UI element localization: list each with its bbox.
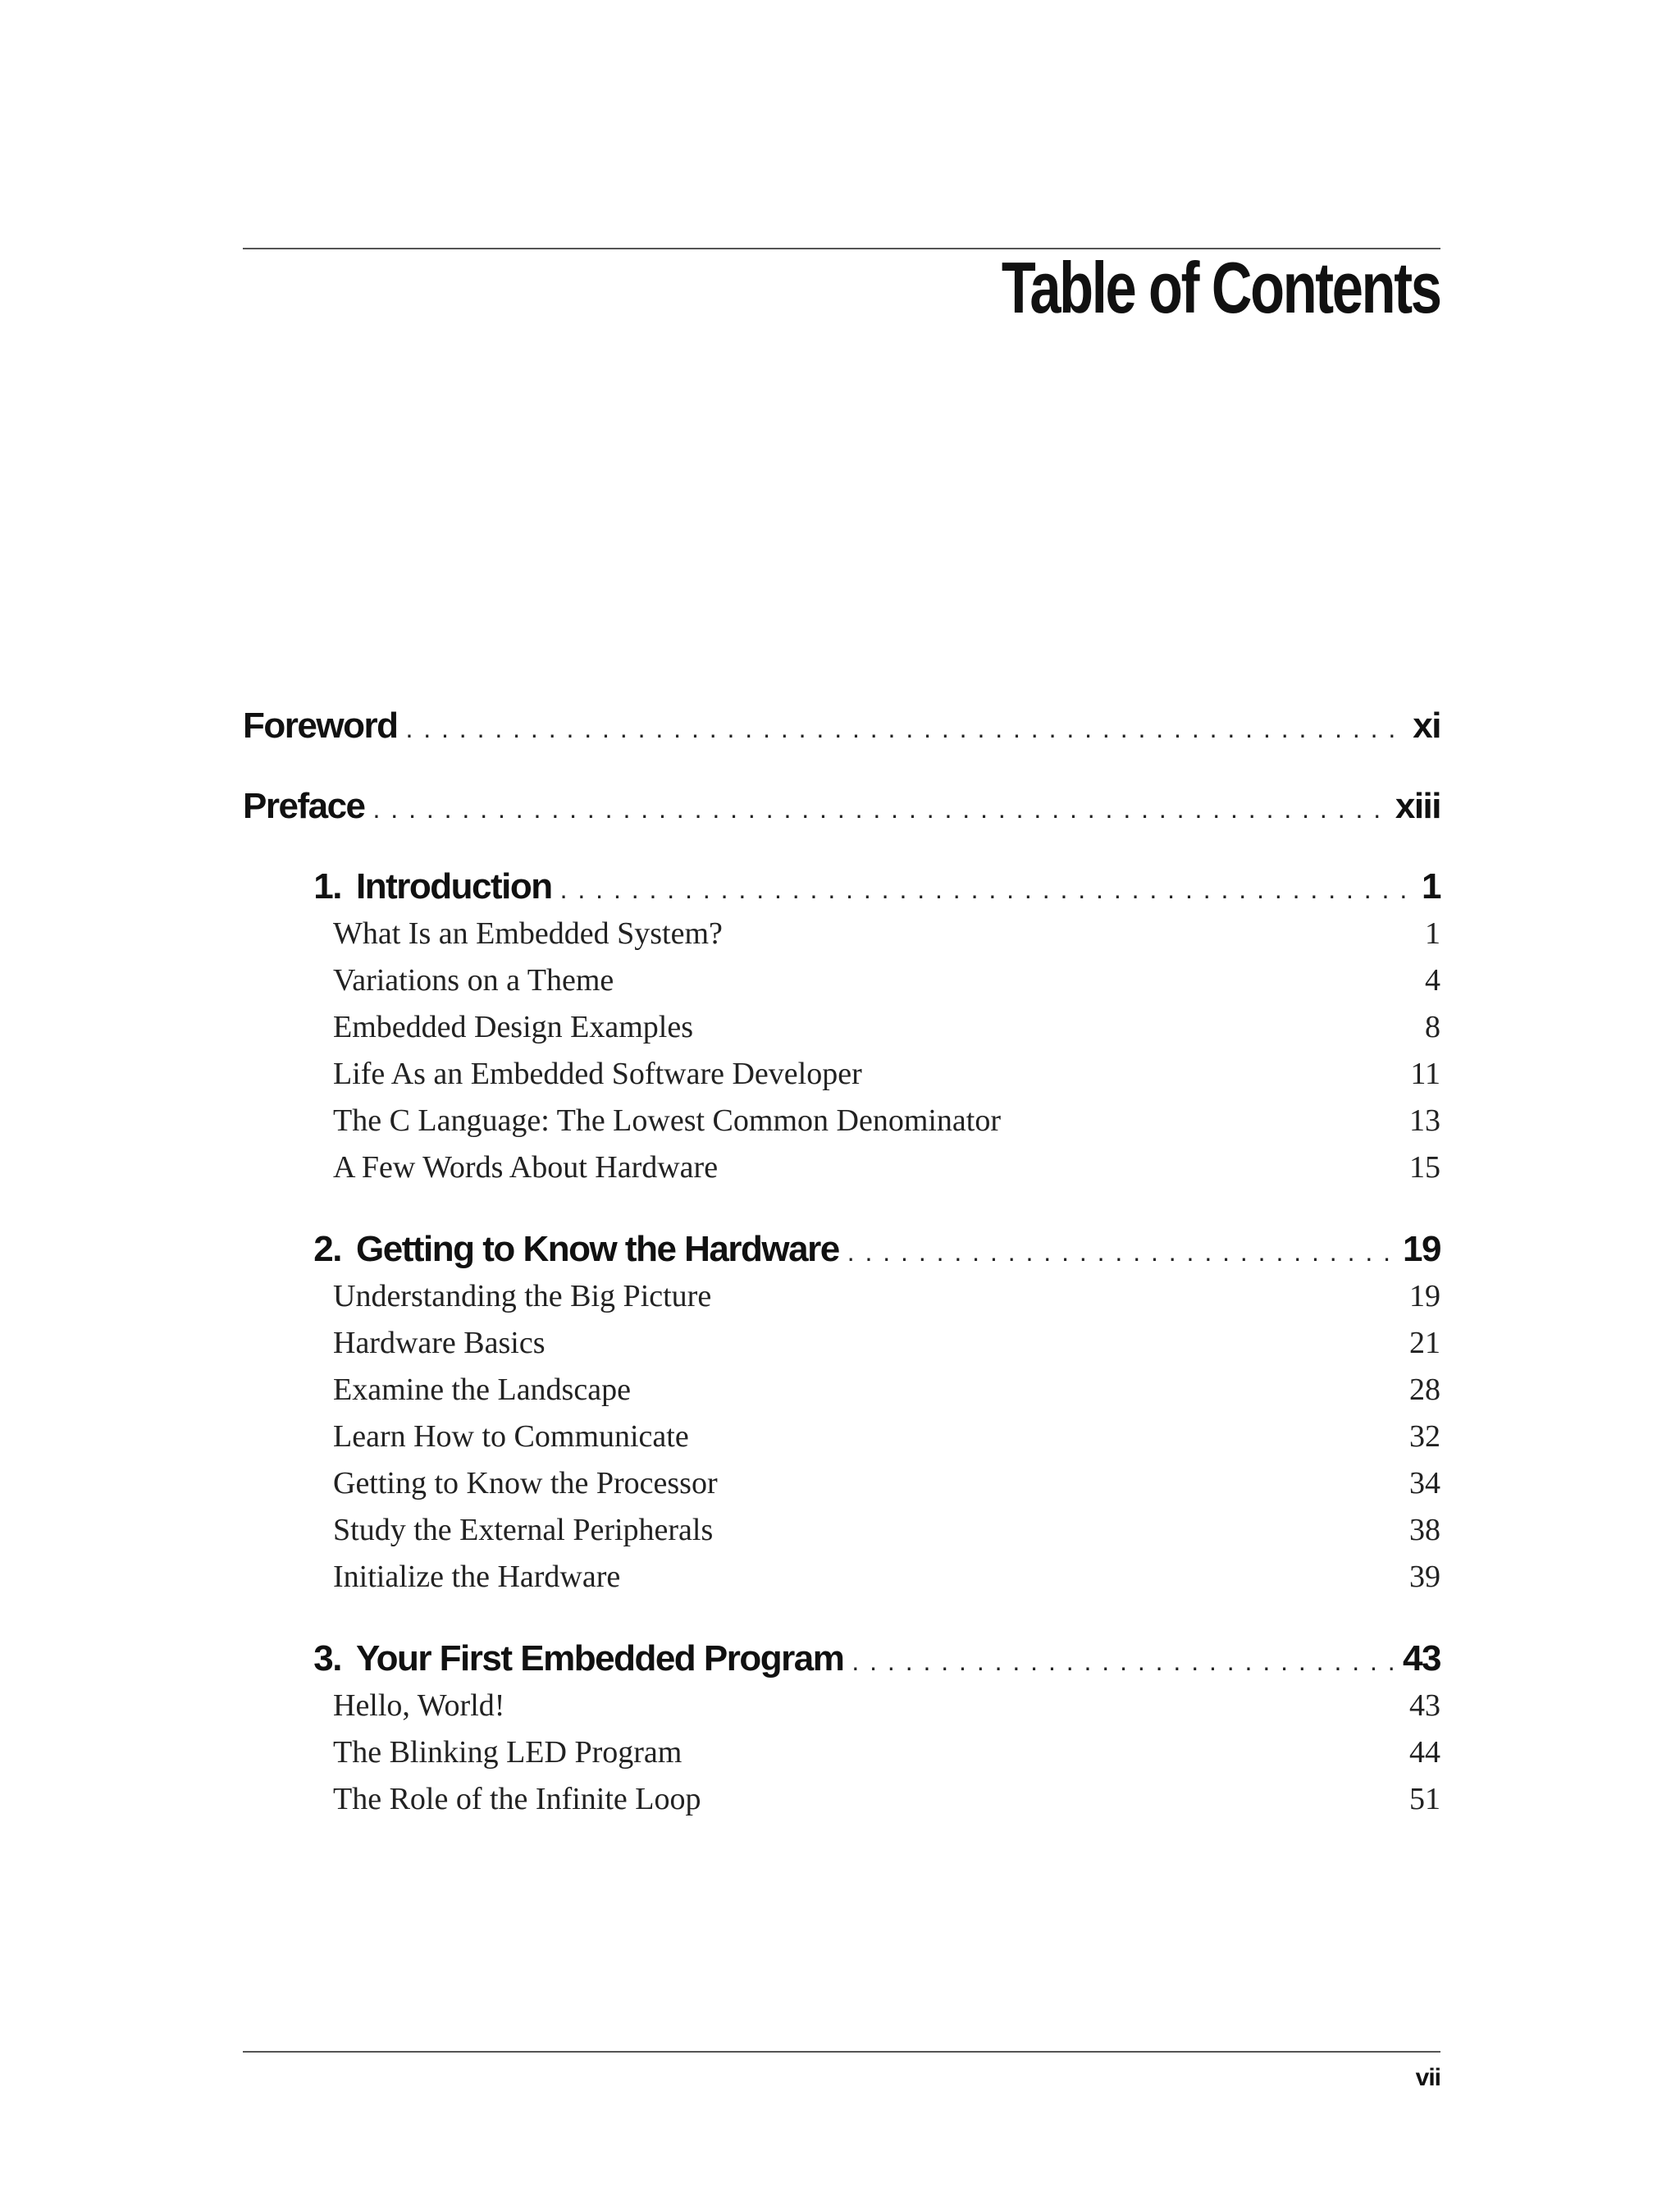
section-title: Life As an Embedded Software Developer <box>333 1057 862 1091</box>
toc-entry-foreword[interactable] <box>243 706 1440 755</box>
section-page: 21 <box>1409 1326 1440 1360</box>
section-title: Understanding the Big Picture <box>333 1279 712 1313</box>
chapter-heading[interactable] <box>243 866 1440 916</box>
bottom-rule <box>243 2051 1440 2053</box>
section-page: 4 <box>1425 963 1440 998</box>
chapter-page: 43 <box>1403 1638 1440 1678</box>
table-of-contents <box>243 706 1440 1861</box>
section-entry[interactable] <box>333 1465 1440 1512</box>
chapter-title: Introduction <box>356 866 552 907</box>
section-title: The C Language: The Lowest Common Denominator <box>333 1103 1002 1138</box>
section-list <box>333 916 1440 1196</box>
chapter-title: Your First Embedded Program <box>356 1638 844 1678</box>
section-page: 13 <box>1409 1103 1440 1138</box>
section-entry[interactable] <box>333 916 1440 962</box>
section-title: Initialize the Hardware <box>333 1560 621 1594</box>
section-entry[interactable] <box>333 1512 1440 1559</box>
section-entry[interactable] <box>333 1325 1440 1372</box>
page-number: vii <box>1415 2064 1440 2091</box>
section-page: 34 <box>1409 1466 1440 1500</box>
dot-leader <box>405 714 1404 744</box>
section-title: Embedded Design Examples <box>333 1010 694 1044</box>
section-title: Learn How to Communicate <box>333 1419 689 1454</box>
section-title: Examine the Landscape <box>333 1372 631 1407</box>
section-entry[interactable] <box>333 1372 1440 1418</box>
section-page: 19 <box>1409 1279 1440 1313</box>
chapter-number: 1. <box>313 866 341 907</box>
section-list <box>333 1688 1440 1828</box>
dot-leader <box>851 1647 1395 1677</box>
section-page: 11 <box>1410 1057 1440 1091</box>
dot-leader <box>560 875 1413 905</box>
section-page: 32 <box>1409 1419 1440 1454</box>
chapter-title: Getting to Know the Hardware <box>356 1229 839 1269</box>
dot-leader <box>847 1237 1395 1267</box>
section-page: 28 <box>1409 1372 1440 1407</box>
dot-leader <box>373 794 1387 824</box>
section-entry[interactable] <box>333 962 1440 1009</box>
section-title: Variations on a Theme <box>333 963 614 998</box>
section-title: Study the External Peripherals <box>333 1513 714 1547</box>
section-entry[interactable] <box>333 1009 1440 1056</box>
toc-entry-page: xi <box>1413 706 1440 746</box>
section-entry[interactable] <box>333 1734 1440 1781</box>
chapter-page: 19 <box>1403 1229 1440 1269</box>
chapter-2 <box>243 1229 1440 1605</box>
chapter-3 <box>243 1638 1440 1828</box>
section-title: Hardware Basics <box>333 1326 546 1360</box>
toc-entry-preface[interactable] <box>243 786 1440 835</box>
section-page: 15 <box>1409 1150 1440 1185</box>
section-page: 8 <box>1425 1010 1440 1044</box>
chapter-page: 1 <box>1422 866 1440 907</box>
section-page: 38 <box>1409 1513 1440 1547</box>
chapter-number: 2. <box>313 1229 341 1269</box>
section-entry[interactable] <box>333 1149 1440 1196</box>
chapter-number: 3. <box>313 1638 341 1678</box>
chapter-1 <box>243 866 1440 1196</box>
toc-entry-page: xiii <box>1395 786 1440 826</box>
section-title: Getting to Know the Processor <box>333 1466 718 1500</box>
section-title: What Is an Embedded System? <box>333 916 723 951</box>
section-list <box>333 1278 1440 1605</box>
section-entry[interactable] <box>333 1278 1440 1325</box>
section-page: 39 <box>1409 1560 1440 1594</box>
section-title: A Few Words About Hardware <box>333 1150 719 1185</box>
toc-entry-label: Foreword <box>243 706 398 746</box>
page-title: Table of Contents <box>1002 247 1440 328</box>
section-entry[interactable] <box>333 1559 1440 1605</box>
section-entry[interactable] <box>333 1418 1440 1465</box>
section-page: 44 <box>1409 1735 1440 1770</box>
section-entry[interactable] <box>333 1103 1440 1149</box>
toc-entry-label: Preface <box>243 786 365 826</box>
section-title: Hello, World! <box>333 1688 505 1723</box>
section-title: The Role of the Infinite Loop <box>333 1782 701 1816</box>
chapter-heading[interactable] <box>243 1638 1440 1688</box>
section-entry[interactable] <box>333 1781 1440 1828</box>
section-entry[interactable] <box>333 1688 1440 1734</box>
chapter-heading[interactable] <box>243 1229 1440 1278</box>
section-page: 1 <box>1425 916 1440 951</box>
section-entry[interactable] <box>333 1056 1440 1103</box>
section-page: 51 <box>1409 1782 1440 1816</box>
section-title: The Blinking LED Program <box>333 1735 682 1770</box>
section-page: 43 <box>1409 1688 1440 1723</box>
